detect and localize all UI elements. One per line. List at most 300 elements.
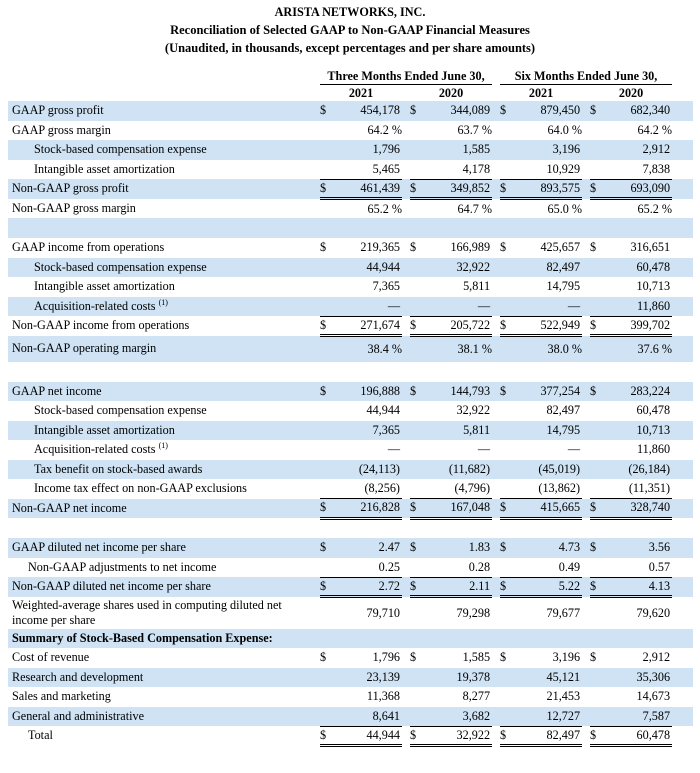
cell-value: 4.73 [514,538,582,558]
dollar-sign [320,460,334,480]
row-label-text: GAAP gross margin [12,122,111,137]
dollar-sign [410,518,424,538]
dollar-sign [500,440,514,460]
cell-value [424,518,492,538]
dollar-sign [590,121,604,141]
table-row [8,218,693,238]
cell-value: 23,139 [334,668,402,688]
year-header: 2020 [590,85,672,102]
cell-value: 79,298 [456,605,491,620]
cell-value: 60,478 [636,403,671,418]
dollar-sign [590,421,604,441]
dollar-sign: $ [410,382,424,402]
row-label [8,101,320,121]
reconciliation-table [8,68,693,747]
row-label-text: Stock-based compensation expense [34,403,207,418]
cell-value: 344,089 [424,101,492,121]
dollar-sign: $ [410,726,424,746]
cell-value: 32,922 [424,726,492,746]
dollar-sign [590,479,604,499]
row-label-text: GAAP diluted net income per share [12,540,186,555]
dollar-sign [320,258,334,278]
dollar-sign [590,199,604,219]
dollar-sign: $ [320,577,334,597]
table-row [8,362,693,382]
dollar-sign: $ [500,382,514,402]
cell-value: 65.2 % [367,201,402,216]
dollar-sign: $ [410,179,424,199]
dollar-sign [320,199,334,219]
cell-value: 454,178 [334,101,402,121]
table-row [8,277,693,297]
cell-value: 79,710 [366,605,400,620]
cell-value: 893,575 [514,179,582,199]
cell-value: 1.83 [424,538,492,558]
table-row [8,479,693,499]
dollar-sign: $ [410,316,424,336]
cell-value: (11,351) [604,479,672,499]
dollar-sign [500,479,514,499]
cell-value: 44,944 [334,258,402,278]
cell-value: 79,620 [636,605,671,620]
row-label [8,121,320,141]
cell-value: 283,224 [604,382,672,402]
cell-value [604,362,672,382]
table-row [8,199,693,219]
row-label-text: Non-GAAP adjustments to net income [28,559,217,574]
dollar-sign: $ [320,101,334,121]
row-label-text: Tax benefit on stock-based awards [34,461,203,476]
cell-value: 35,306 [604,668,672,688]
row-label-text: Non-GAAP gross profit [12,181,129,196]
cell-value: 8,277 [462,689,491,704]
dollar-sign [410,199,424,219]
cell-value: 3,196 [552,650,581,665]
row-label-text: GAAP net income [12,383,102,398]
cell-value: 1,585 [424,140,492,160]
cell-value: 879,450 [514,101,582,121]
row-label [8,577,320,597]
row-label-text: Total [28,728,53,743]
dollar-sign [320,707,334,727]
cell-value: 1,796 [372,650,400,665]
cell-value: (45,019) [514,460,582,480]
cell-value: 0.49 [514,558,582,578]
cell-value: — [387,442,400,457]
dollar-sign [590,401,604,421]
cell-value: — [567,442,581,457]
dollar-sign [590,362,604,382]
cell-value: 2.11 [424,577,492,597]
row-label-text: Intangible asset amortization [34,279,175,294]
cell-value [424,629,492,649]
cell-value: (11,682) [424,460,492,480]
cell-value: 328,740 [604,499,672,519]
report-subtitle: (Unaudited, in thousands, except percentages and per share amounts) [164,41,536,55]
row-label-text: Summary of Stock-Based Compensation Expense: [12,630,273,645]
row-label [8,238,320,258]
dollar-sign [410,401,424,421]
cell-value: 167,048 [424,499,492,519]
cell-value: 2,912 [604,140,672,160]
table-row [8,629,693,649]
dollar-sign [410,336,424,362]
dollar-sign [500,218,514,238]
dollar-sign [590,160,604,180]
row-label-text: Acquisition-related costs [34,442,156,457]
row-label-text: GAAP gross profit [12,103,104,118]
dollar-sign [320,121,334,141]
row-label-text: Income tax effect on non-GAAP exclusions [34,481,247,496]
row-label-text: Non-GAAP net income [12,500,127,515]
dollar-sign: $ [320,316,334,336]
table-row [8,648,693,668]
table-row [8,668,693,688]
dollar-sign [410,140,424,160]
dollar-sign: $ [590,240,597,255]
row-label [8,538,320,558]
dollar-sign [590,277,604,297]
cell-value: 79,677 [546,605,581,620]
cell-value: 38.0 % [514,336,582,362]
dollar-sign: $ [320,650,327,665]
cell-value [514,629,582,649]
row-label-text: Weighted-average shares used in computing diluted net income per share [12,597,282,627]
cell-value: 0.57 [604,558,672,578]
row-label-text: Research and development [12,669,144,684]
dollar-sign [500,362,514,382]
cell-value: 3,196 [514,140,582,160]
table-row [8,707,693,727]
dollar-sign [320,421,334,441]
cell-value [334,362,402,382]
year-header: 2021 [500,85,582,102]
dollar-sign: $ [590,179,604,199]
cell-value: 65.2 % [637,201,673,216]
dollar-sign [320,479,334,499]
row-label-text: Non-GAAP operating margin [12,341,157,355]
cell-value: 0.25 [334,558,402,578]
row-label [8,597,320,629]
cell-value: — [477,442,491,457]
report-title: Reconciliation of Selected GAAP to Non-GAAP Financial Measures [170,23,530,37]
cell-value [334,218,402,238]
dollar-sign [500,558,514,578]
cell-value: 682,340 [604,101,672,121]
dollar-sign: $ [500,577,514,597]
cell-value: 2.72 [334,577,402,597]
cell-value: 10,713 [636,279,671,294]
cell-value: 0.28 [424,558,492,578]
cell-value: 19,378 [424,668,492,688]
cell-value: 5,811 [424,421,492,441]
cell-value: 693,090 [604,179,672,199]
cell-value: (13,862) [514,479,582,499]
dollar-sign: $ [320,382,334,402]
cell-value: 3,682 [424,707,492,727]
table-row [8,577,693,597]
three-months-header: Three Months Ended June 30, [327,68,485,83]
dollar-sign [500,707,514,727]
company-name: ARISTA NETWORKS, INC. [274,5,426,19]
dollar-sign [590,597,604,629]
cell-value: 11,860 [604,297,672,317]
dollar-sign: $ [320,499,334,519]
cell-value: 82,497 [514,258,582,278]
table-row [8,382,693,402]
year-header-row [8,85,693,102]
cell-value: 1,585 [462,650,491,665]
cell-value: (4,796) [424,479,492,499]
table-row [8,316,693,336]
dollar-sign [500,401,514,421]
cell-value: (26,184) [604,460,672,480]
dollar-sign [590,460,604,480]
row-label [8,316,320,336]
cell-value: 144,793 [424,382,492,402]
dollar-sign [320,518,334,538]
dollar-sign: $ [320,240,327,255]
cell-value [424,218,492,238]
row-label [8,440,320,460]
dollar-sign [410,597,424,629]
dollar-sign [500,518,514,538]
footnote-marker: (1) [158,297,168,307]
dollar-sign: $ [500,240,507,255]
table-row [8,499,693,519]
dollar-sign [590,258,604,278]
row-label [8,218,320,238]
cell-value: 5,465 [334,160,402,180]
table-row [8,421,693,441]
cell-value: 271,674 [334,316,402,336]
dollar-sign [320,362,334,382]
cell-value: 2,912 [642,650,671,665]
dollar-sign [410,460,424,480]
row-label [8,726,320,746]
row-label-text: Cost of revenue [12,650,90,665]
cell-value: 14,795 [546,279,581,294]
dollar-sign [590,518,604,538]
cell-value: 37.6 % [604,336,672,362]
row-label [8,460,320,480]
dollar-sign [590,140,604,160]
cell-value: 45,121 [514,668,582,688]
row-label [8,687,320,707]
cell-value [514,362,582,382]
cell-value: 14,673 [636,689,671,704]
cell-value: 8,641 [334,707,402,727]
cell-value: 425,657 [540,240,581,255]
dollar-sign [590,336,604,362]
dollar-sign [320,160,334,180]
row-label-text: Intangible asset amortization [34,422,175,437]
dollar-sign [320,597,334,629]
cell-value [514,518,582,538]
cell-value [334,629,402,649]
dollar-sign: $ [410,499,424,519]
cell-value: 7,365 [372,279,400,294]
row-label [8,479,320,499]
dollar-sign [320,401,334,421]
dollar-sign [410,707,424,727]
dollar-sign [320,687,334,707]
cell-value [604,629,672,649]
row-label-text: Non-GAAP income from operations [12,318,190,333]
dollar-sign [500,258,514,278]
dollar-sign [410,160,424,180]
row-label [8,401,320,421]
cell-value: 64.2 % [637,122,673,137]
dollar-sign: $ [500,650,507,665]
dollar-sign [500,199,514,219]
dollar-sign [500,629,514,649]
row-label [8,179,320,199]
cell-value: 82,497 [546,403,581,418]
table-row [8,121,693,141]
cell-value [424,362,492,382]
cell-value: 10,713 [604,421,672,441]
dollar-sign [320,297,334,317]
dollar-sign: $ [410,650,417,665]
cell-value: 11,860 [636,442,671,457]
cell-value: 12,727 [514,707,582,727]
row-label-text: Intangible asset amortization [34,161,175,176]
dollar-sign: $ [590,650,597,665]
row-label [8,629,320,649]
row-label [8,277,320,297]
cell-value: 10,929 [514,160,582,180]
table-row [8,160,693,180]
cell-value: 7,587 [604,707,672,727]
cell-value: 21,453 [546,689,581,704]
dollar-sign: $ [320,726,334,746]
dollar-sign [500,277,514,297]
dollar-sign: $ [590,577,604,597]
row-label [8,199,320,219]
row-label-text: Stock-based compensation expense [34,142,207,157]
dollar-sign [500,687,514,707]
dollar-sign [590,440,604,460]
cell-value: 415,665 [514,499,582,519]
year-header: 2021 [320,85,402,102]
year-header: 2020 [410,85,492,102]
dollar-sign: $ [590,726,604,746]
dollar-sign [320,277,334,297]
row-label-text: Stock-based compensation expense [34,259,207,274]
table-row [8,460,693,480]
row-label [8,160,320,180]
dollar-sign: $ [590,316,604,336]
table-row [8,258,693,278]
cell-value: 5.22 [514,577,582,597]
cell-value: 377,254 [514,382,582,402]
table-row [8,726,693,746]
dollar-sign [410,297,424,317]
dollar-sign: $ [590,499,604,519]
dollar-sign: $ [590,382,604,402]
row-label [8,518,320,538]
dollar-sign: $ [590,101,604,121]
row-label [8,707,320,727]
row-label [8,382,320,402]
cell-value: 349,852 [424,179,492,199]
dollar-sign [590,629,604,649]
dollar-sign [500,668,514,688]
cell-value [604,518,672,538]
table-row [8,518,693,538]
report-header [0,0,700,57]
cell-value: 196,888 [334,382,402,402]
dollar-sign: $ [410,240,417,255]
dollar-sign: $ [410,538,424,558]
cell-value: 461,439 [334,179,402,199]
cell-value: 38.1 % [424,336,492,362]
dollar-sign [410,218,424,238]
row-label [8,558,320,578]
dollar-sign [410,421,424,441]
table-row [8,336,693,362]
row-label [8,421,320,441]
dollar-sign [320,336,334,362]
dollar-sign [320,629,334,649]
dollar-sign [590,668,604,688]
dollar-sign [500,297,514,317]
cell-value [604,218,672,238]
cell-value: 63.7 % [457,122,493,137]
cell-value: 11,368 [366,689,400,704]
cell-value [334,518,402,538]
table-row [8,179,693,199]
dollar-sign: $ [500,316,514,336]
cell-value: (24,113) [334,460,402,480]
cell-value: 14,795 [514,421,582,441]
table-row [8,297,693,317]
cell-value [514,218,582,238]
row-label-text: General and administrative [12,708,144,723]
dollar-sign [410,121,424,141]
row-label-text: Acquisition-related costs [34,298,156,313]
cell-value: 7,365 [334,421,402,441]
cell-value: — [334,297,402,317]
cell-value: 7,838 [604,160,672,180]
dollar-sign: $ [500,101,514,121]
cell-value: 3.56 [604,538,672,558]
table-row [8,440,693,460]
dollar-sign [410,687,424,707]
cell-value: 216,828 [334,499,402,519]
cell-value: 64.7 % [457,201,493,216]
cell-value: — [514,297,582,317]
dollar-sign: $ [500,726,514,746]
dollar-sign [500,336,514,362]
dollar-sign [410,558,424,578]
dollar-sign [590,218,604,238]
dollar-sign [590,707,604,727]
table-row [8,101,693,121]
row-label [8,297,320,317]
dollar-sign [500,160,514,180]
cell-value: 166,989 [450,240,491,255]
dollar-sign [500,121,514,141]
table-row [8,558,693,578]
table-row [8,238,693,258]
row-label [8,336,320,362]
row-label [8,648,320,668]
dollar-sign [410,277,424,297]
cell-value: 219,365 [360,240,400,255]
dollar-sign [410,629,424,649]
